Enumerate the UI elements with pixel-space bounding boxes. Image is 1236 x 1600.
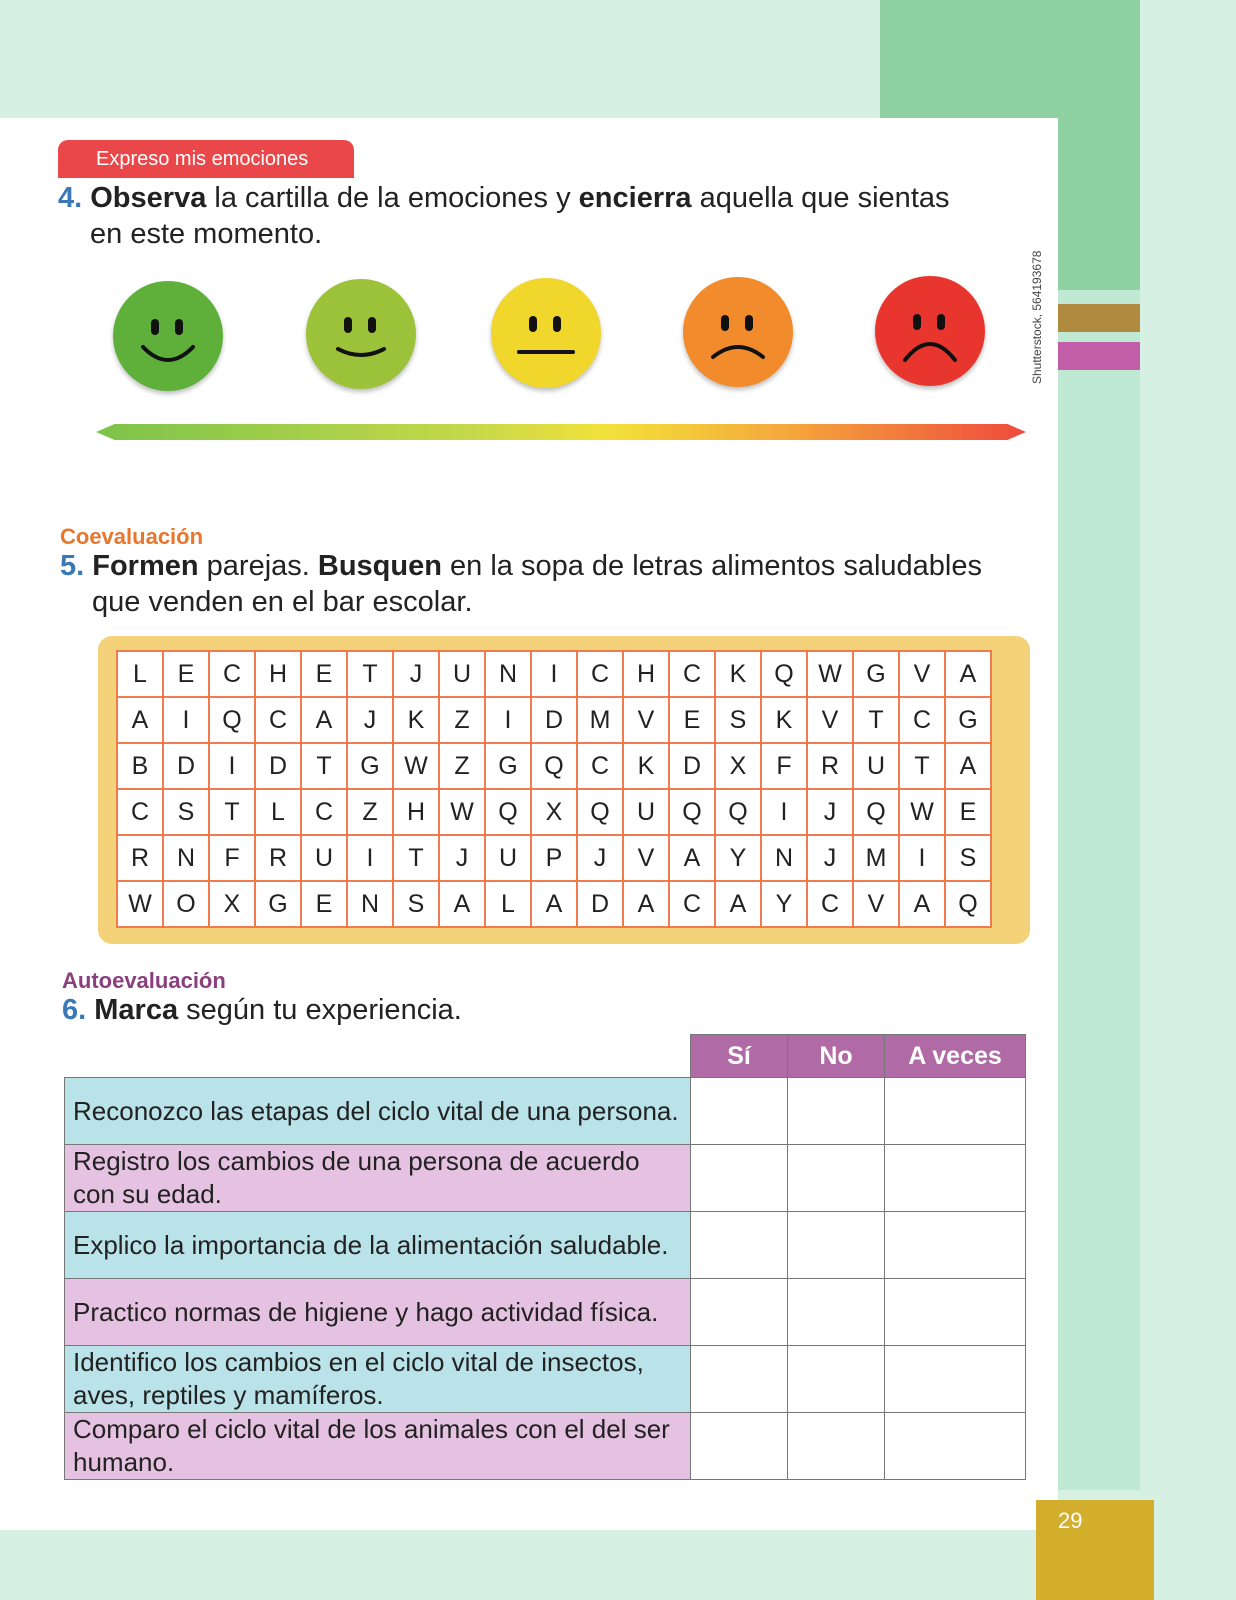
section-tag-underline bbox=[58, 176, 354, 178]
word-search-letter[interactable]: P bbox=[531, 835, 577, 881]
check-cell-si[interactable] bbox=[691, 1279, 788, 1346]
word-search-letter[interactable]: Q bbox=[669, 789, 715, 835]
word-search-letter[interactable]: J bbox=[807, 789, 853, 835]
word-search-letter[interactable]: W bbox=[899, 789, 945, 835]
decor-bottom-band bbox=[0, 1530, 1036, 1600]
check-cell-no[interactable] bbox=[788, 1078, 885, 1145]
word-search-letter[interactable]: Q bbox=[853, 789, 899, 835]
word-search-letter[interactable]: C bbox=[577, 651, 623, 697]
verb-encierra: encierra bbox=[578, 182, 692, 214]
decor-band-brown bbox=[1058, 304, 1140, 332]
header-si: Sí bbox=[691, 1035, 788, 1078]
word-search-letter[interactable]: C bbox=[669, 881, 715, 927]
table-row bbox=[65, 1145, 1026, 1212]
word-search-letter[interactable]: Y bbox=[715, 835, 761, 881]
word-search-letter[interactable]: A bbox=[715, 881, 761, 927]
check-cell-no[interactable] bbox=[788, 1212, 885, 1279]
word-search-letter[interactable]: Q bbox=[485, 789, 531, 835]
word-search-letter[interactable]: D bbox=[531, 697, 577, 743]
question-text-line2: en este momento. bbox=[90, 218, 323, 250]
word-search-letter[interactable]: U bbox=[439, 651, 485, 697]
verb-formen: Formen bbox=[92, 550, 199, 582]
word-search-letter[interactable]: A bbox=[669, 835, 715, 881]
autoevaluacion-title: Autoevaluación bbox=[62, 968, 226, 993]
question-number: 4. bbox=[58, 182, 83, 214]
check-cell-si[interactable] bbox=[691, 1078, 788, 1145]
header-blank bbox=[65, 1035, 691, 1078]
word-search-letter[interactable]: C bbox=[899, 697, 945, 743]
decor-right-strip bbox=[1058, 290, 1140, 1490]
word-search-row bbox=[117, 881, 991, 927]
word-search-letter[interactable]: L bbox=[485, 881, 531, 927]
very-sad-face-icon[interactable] bbox=[875, 276, 985, 386]
word-search-letter[interactable]: R bbox=[117, 835, 163, 881]
check-cell-si[interactable] bbox=[691, 1145, 788, 1212]
word-search-letter[interactable]: D bbox=[577, 881, 623, 927]
word-search-grid[interactable] bbox=[116, 650, 992, 928]
word-search-letter[interactable]: O bbox=[163, 881, 209, 927]
word-search-letter[interactable]: G bbox=[945, 697, 991, 743]
word-search-letter[interactable]: A bbox=[945, 743, 991, 789]
question-number: 6. bbox=[62, 994, 87, 1026]
word-search-letter[interactable]: W bbox=[117, 881, 163, 927]
question-number: 5. bbox=[60, 550, 85, 582]
word-search-letter[interactable]: J bbox=[807, 835, 853, 881]
table-row bbox=[65, 1212, 1026, 1279]
decor-band-magenta bbox=[1058, 342, 1140, 370]
emotion-scale-arrow bbox=[96, 424, 1026, 440]
word-search-letter[interactable]: U bbox=[301, 835, 347, 881]
check-cell-si[interactable] bbox=[691, 1413, 788, 1480]
word-search-letter[interactable]: H bbox=[255, 651, 301, 697]
word-search-letter[interactable]: X bbox=[209, 881, 255, 927]
word-search-letter[interactable]: T bbox=[899, 743, 945, 789]
verb-marca: Marca bbox=[94, 994, 179, 1026]
word-search-letter[interactable]: J bbox=[577, 835, 623, 881]
word-search-letter[interactable]: R bbox=[807, 743, 853, 789]
coevaluacion-title: Coevaluación bbox=[60, 524, 204, 549]
word-search-letter[interactable]: I bbox=[485, 697, 531, 743]
table-row bbox=[65, 1279, 1026, 1346]
question-6 bbox=[62, 992, 762, 1028]
table-row bbox=[65, 1078, 1026, 1145]
check-cell-a-veces[interactable] bbox=[885, 1078, 1026, 1145]
word-search-letter[interactable]: E bbox=[163, 651, 209, 697]
word-search-letter[interactable]: I bbox=[163, 697, 209, 743]
word-search-letter[interactable]: H bbox=[393, 789, 439, 835]
word-search-letter[interactable]: Q bbox=[577, 789, 623, 835]
section-tag: Expreso mis emociones bbox=[58, 140, 354, 178]
word-search-letter[interactable]: F bbox=[761, 743, 807, 789]
word-search-letter[interactable]: C bbox=[209, 651, 255, 697]
word-search-letter[interactable]: T bbox=[347, 651, 393, 697]
word-search-letter[interactable]: E bbox=[669, 697, 715, 743]
word-search-letter[interactable]: J bbox=[347, 697, 393, 743]
word-search-letter[interactable]: W bbox=[439, 789, 485, 835]
question-text: aquella que sientas bbox=[691, 182, 950, 214]
self-assessment-table bbox=[64, 1034, 1026, 1480]
word-search-letter[interactable]: Q bbox=[531, 743, 577, 789]
word-search-letter[interactable]: H bbox=[623, 651, 669, 697]
check-cell-si[interactable] bbox=[691, 1212, 788, 1279]
statement: Reconozco las etapas del ciclo vital de una persona. bbox=[65, 1078, 691, 1145]
word-search-letter[interactable]: I bbox=[209, 743, 255, 789]
page-number-box bbox=[1036, 1500, 1154, 1600]
check-cell-a-veces[interactable] bbox=[885, 1145, 1026, 1212]
word-search-letter[interactable]: E bbox=[301, 881, 347, 927]
check-cell-si[interactable] bbox=[691, 1346, 788, 1413]
word-search-letter[interactable]: M bbox=[853, 835, 899, 881]
word-search-letter[interactable]: L bbox=[117, 651, 163, 697]
word-search-letter[interactable]: A bbox=[117, 697, 163, 743]
word-search-letter[interactable]: S bbox=[393, 881, 439, 927]
word-search-letter[interactable]: Q bbox=[761, 651, 807, 697]
statement: Explico la importancia de la alimentación saludable. bbox=[65, 1212, 691, 1279]
word-search-letter[interactable]: C bbox=[255, 697, 301, 743]
word-search-letter[interactable]: J bbox=[439, 835, 485, 881]
table-row bbox=[65, 1413, 1026, 1480]
question-text: según tu experiencia. bbox=[178, 994, 462, 1026]
word-search-letter[interactable]: S bbox=[715, 697, 761, 743]
word-search-letter[interactable]: A bbox=[623, 881, 669, 927]
word-search-letter[interactable]: W bbox=[393, 743, 439, 789]
word-search-letter[interactable]: K bbox=[715, 651, 761, 697]
word-search-letter[interactable]: N bbox=[485, 651, 531, 697]
word-search-letter[interactable]: Y bbox=[761, 881, 807, 927]
word-search-letter[interactable]: V bbox=[853, 881, 899, 927]
check-cell-a-veces[interactable] bbox=[885, 1346, 1026, 1413]
word-search-letter[interactable]: D bbox=[669, 743, 715, 789]
word-search-letter[interactable]: T bbox=[209, 789, 255, 835]
word-search-letter[interactable]: S bbox=[945, 835, 991, 881]
word-search-letter[interactable]: U bbox=[853, 743, 899, 789]
word-search-letter[interactable]: Z bbox=[439, 743, 485, 789]
word-search-letter[interactable]: G bbox=[853, 651, 899, 697]
word-search-letter[interactable]: V bbox=[623, 697, 669, 743]
word-search-letter[interactable]: C bbox=[807, 881, 853, 927]
word-search-letter[interactable]: K bbox=[393, 697, 439, 743]
word-search-row bbox=[117, 697, 991, 743]
word-search-letter[interactable]: J bbox=[393, 651, 439, 697]
check-cell-a-veces[interactable] bbox=[885, 1212, 1026, 1279]
word-search-letter[interactable]: M bbox=[577, 697, 623, 743]
check-cell-no[interactable] bbox=[788, 1145, 885, 1212]
page-number: 29 bbox=[1058, 1508, 1083, 1533]
check-cell-a-veces[interactable] bbox=[885, 1279, 1026, 1346]
statement: Identifico los cambios en el ciclo vital de insectos, aves, reptiles y mamíferos. bbox=[65, 1346, 691, 1413]
check-cell-a-veces[interactable] bbox=[885, 1413, 1026, 1480]
statement: Registro los cambios de una persona de acuerdo con su edad. bbox=[65, 1145, 691, 1212]
verb-busquen: Busquen bbox=[317, 550, 442, 582]
word-search-letter[interactable]: N bbox=[163, 835, 209, 881]
word-search-letter[interactable]: I bbox=[347, 835, 393, 881]
word-search-row bbox=[117, 743, 991, 789]
word-search-letter[interactable]: G bbox=[485, 743, 531, 789]
word-search-letter[interactable]: T bbox=[301, 743, 347, 789]
word-search-letter[interactable]: V bbox=[623, 835, 669, 881]
word-search-letter[interactable]: T bbox=[393, 835, 439, 881]
word-search-letter[interactable]: A bbox=[439, 881, 485, 927]
word-search-row bbox=[117, 651, 991, 697]
word-search-letter[interactable]: X bbox=[531, 789, 577, 835]
check-cell-no[interactable] bbox=[788, 1346, 885, 1413]
word-search-letter[interactable]: B bbox=[117, 743, 163, 789]
word-search-letter[interactable]: N bbox=[761, 835, 807, 881]
word-search-letter[interactable]: U bbox=[623, 789, 669, 835]
word-search-letter[interactable]: I bbox=[531, 651, 577, 697]
word-search-letter[interactable]: D bbox=[255, 743, 301, 789]
verb-observa: Observa bbox=[90, 182, 207, 214]
word-search-letter[interactable]: Z bbox=[439, 697, 485, 743]
word-search-letter[interactable]: K bbox=[761, 697, 807, 743]
header-no: No bbox=[788, 1035, 885, 1078]
neutral-face-icon[interactable] bbox=[491, 278, 601, 388]
question-text: en la sopa de letras alimentos saludables bbox=[441, 550, 983, 582]
very-happy-face-icon[interactable] bbox=[113, 281, 223, 391]
word-search-letter[interactable]: Z bbox=[347, 789, 393, 835]
word-search-letter[interactable]: U bbox=[485, 835, 531, 881]
word-search-letter[interactable]: C bbox=[301, 789, 347, 835]
word-search-letter[interactable]: E bbox=[301, 651, 347, 697]
check-cell-no[interactable] bbox=[788, 1279, 885, 1346]
header-a-veces: A veces bbox=[885, 1035, 1026, 1078]
image-credit: Shutterstock, 564193678 bbox=[1030, 250, 1044, 384]
word-search-letter[interactable]: A bbox=[945, 651, 991, 697]
word-search-row bbox=[117, 835, 991, 881]
question-text: la cartilla de la emociones y bbox=[206, 182, 579, 214]
word-search-letter[interactable]: C bbox=[577, 743, 623, 789]
word-search-letter[interactable]: R bbox=[255, 835, 301, 881]
word-search-letter[interactable]: A bbox=[899, 881, 945, 927]
word-search-letter[interactable]: W bbox=[807, 651, 853, 697]
question-text: parejas. bbox=[198, 550, 318, 582]
word-search-letter[interactable]: T bbox=[853, 697, 899, 743]
statement: Practico normas de higiene y hago actividad física. bbox=[65, 1279, 691, 1346]
word-search-letter[interactable]: G bbox=[347, 743, 393, 789]
question-5 bbox=[60, 548, 1020, 620]
word-search-letter[interactable]: D bbox=[163, 743, 209, 789]
word-search-letter[interactable]: I bbox=[899, 835, 945, 881]
question-4 bbox=[58, 180, 1018, 252]
word-search-letter[interactable]: N bbox=[347, 881, 393, 927]
word-search-letter[interactable]: C bbox=[117, 789, 163, 835]
word-search-letter[interactable]: F bbox=[209, 835, 255, 881]
word-search-letter[interactable]: Q bbox=[209, 697, 255, 743]
word-search-letter[interactable]: Q bbox=[945, 881, 991, 927]
word-search-letter[interactable]: Q bbox=[715, 789, 761, 835]
word-search-letter[interactable]: K bbox=[623, 743, 669, 789]
word-search-letter[interactable]: A bbox=[531, 881, 577, 927]
word-search-letter[interactable]: V bbox=[899, 651, 945, 697]
question-text-line2: que venden en el bar escolar. bbox=[92, 586, 473, 618]
word-search-letter[interactable]: E bbox=[945, 789, 991, 835]
word-search-letter[interactable]: S bbox=[163, 789, 209, 835]
sad-face-icon[interactable] bbox=[683, 277, 793, 387]
word-search-letter[interactable]: V bbox=[807, 697, 853, 743]
statement: Comparo el ciclo vital de los animales con el del ser humano. bbox=[65, 1413, 691, 1480]
word-search-letter[interactable]: G bbox=[255, 881, 301, 927]
happy-face-icon[interactable] bbox=[306, 279, 416, 389]
word-search-letter[interactable]: A bbox=[301, 697, 347, 743]
word-search-letter[interactable]: C bbox=[669, 651, 715, 697]
check-cell-no[interactable] bbox=[788, 1413, 885, 1480]
word-search-row bbox=[117, 789, 991, 835]
word-search-letter[interactable]: I bbox=[761, 789, 807, 835]
table-row bbox=[65, 1346, 1026, 1413]
word-search-letter[interactable]: L bbox=[255, 789, 301, 835]
word-search-letter[interactable]: X bbox=[715, 743, 761, 789]
